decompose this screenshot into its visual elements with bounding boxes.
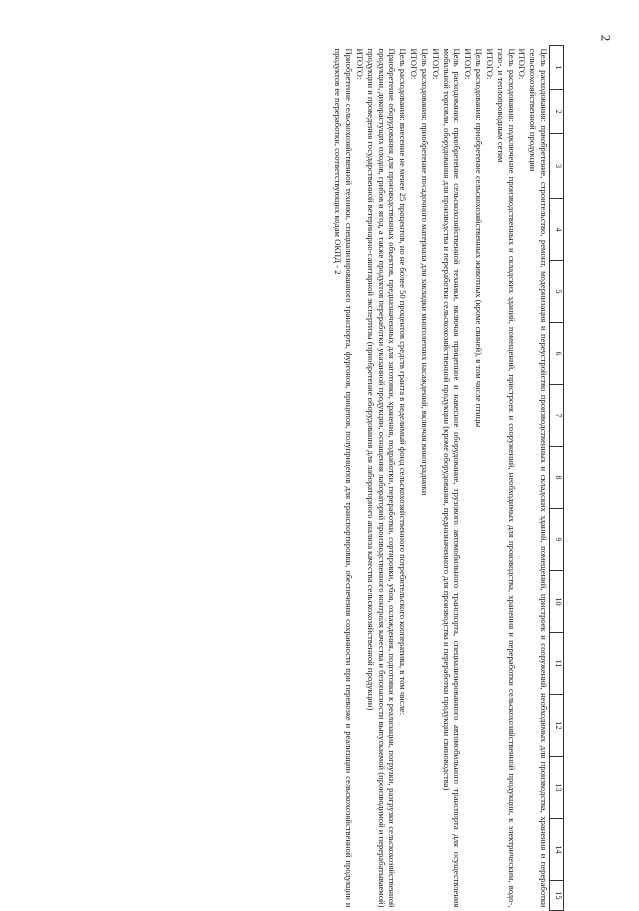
column-number: 15: [550, 881, 564, 911]
column-number: 9: [550, 509, 564, 571]
column-number: 6: [550, 323, 564, 385]
expense-purpose-text: Цель расходования: приобретение посадочного материала для закладки многолетних насаждений, включая виноградники: [419, 48, 430, 496]
total-row: [408, 46, 419, 911]
expense-row: [419, 46, 430, 911]
expense-purpose-text: Цель расходования: приобретение сельскохозяйственной техники, включая прицепное и навесное оборудование, грузового автомобильного транспорта, специализированного автомобильного транспорта для осуществления мобильной торговли, оборудования для производства и переработки сельскохозяйственной продукции (кроме оборудования, предназначенного для производства и переработки продукции свиноводства): [441, 48, 463, 908]
expense-purpose-text: Приобретение сельскохозяйственной техники, специализированного транспорта, фургонов, прицепов, полуприцепов для транспортировки, обеспечения сохранности при перевозке и реализации сельскохозяйственной продукции и продуктов ее переработки, соответствующих кодам ОКПД - 2: [333, 48, 355, 908]
total-label: ИТОГО:: [517, 48, 528, 80]
expense-row: [441, 46, 463, 911]
column-number: 8: [550, 447, 564, 509]
column-number: 12: [550, 695, 564, 757]
expense-purpose-text: Цель расходования: приобретение сельскохозяйственных животных (кроме свиней), в том числе птицы: [474, 48, 485, 428]
report-table: [114, 45, 564, 908]
column-number: 13: [550, 757, 564, 819]
column-number: 10: [550, 571, 564, 633]
expense-purpose-text: Цель расходования: внесение не менее 25 процентов, но не более 50 процентов средств гранта в неделимый фонд сельскохозяйственного потребительского кооператива, в том числе:: [398, 48, 409, 716]
expense-row: [397, 46, 408, 911]
page-number: 2: [598, 34, 614, 42]
column-number: 2: [550, 90, 564, 134]
expense-row: [495, 46, 517, 911]
column-number: 5: [550, 261, 564, 323]
column-number: 4: [550, 199, 564, 261]
expense-purpose-text: Цель расходования: подключение производственных и складских зданий, помещений, пристроек и сооружений, необходимых для производства, хранения и переработки сельскохозяйственной продукции, к электрическим, водо-, газо-, и теплопроводным сетям: [495, 48, 517, 908]
column-number: 7: [550, 385, 564, 447]
total-label: ИТОГО:: [409, 48, 420, 80]
total-label: ИТОГО:: [354, 48, 365, 80]
column-number: 14: [550, 819, 564, 881]
column-number: 11: [550, 633, 564, 695]
total-label: ИТОГО:: [463, 48, 474, 80]
expense-purpose-text: Приобретение оборудования для производственных объектов, предназначенных для заготовки, хранения, подработки, переработки, сортировки, убоя, охлаждения, подготовки к реализации, погрузки, разгрузки сельскохозяйственной продукции, дикорастущих плодов, грибов и ягод, а также продуктов переработки указанной продукции, оснащения лабораторий производственного контроля качества и безопасности выпускаемой (производимой и перерабатываемой) продукции и проведения государственной ветеринарно-санитарной экспертизы (приобретение оборудования для лабораторного анализа качества сельскохозяйственной продукции): [365, 48, 398, 908]
total-row: [484, 46, 495, 911]
expense-row: [365, 46, 397, 911]
expense-purpose-text: Цель расходования: приобретение, строительство, ремонт, модернизация и переустройство производственных и складских зданий, помещений, пристроек и сооружений, необходимых для производства, хранения и переработки сельскохозяйственной продукции: [528, 48, 549, 908]
expense-row: [527, 46, 549, 911]
column-number: 1: [550, 46, 564, 90]
total-row: [354, 46, 365, 911]
total-row: [430, 46, 441, 911]
total-row: [517, 46, 528, 911]
total-row: [462, 46, 473, 911]
total-label: ИТОГО:: [484, 48, 495, 80]
total-label: ИТОГО:: [430, 48, 441, 80]
expense-row: [473, 46, 484, 911]
column-header-row: [550, 46, 564, 911]
expense-row: [332, 46, 354, 911]
column-number: 3: [550, 134, 564, 199]
